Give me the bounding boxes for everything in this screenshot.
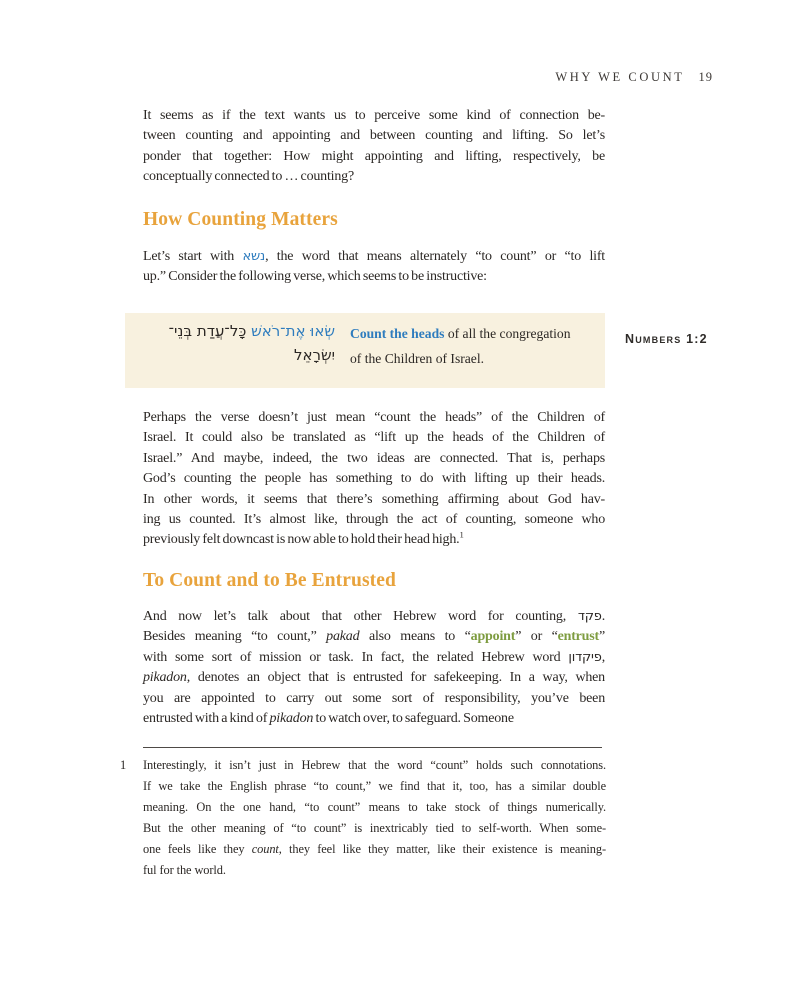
hebrew-phrase-count-the-heads: שְׂאוּ אֶת־רֹאשׁ — [251, 322, 335, 340]
text-line: But the other meaning of “to count” is inextricably tied to self-worth. When some- — [143, 821, 606, 835]
text-line: up.” Consider the following verse, which seems to be instructive: — [143, 269, 487, 285]
text-line: Interestingly, it isn’t just in Hebrew that the word “count” holds such connotations. — [143, 758, 606, 772]
text-line: ponder that together: How might appointing and lifting, respectively, be — [143, 148, 605, 164]
text-line: Besides meaning “to count,” pakad also means to “appoint” or “entrust” — [143, 629, 605, 645]
keyword-entrust: entrust — [557, 629, 599, 645]
hebrew-phrase-congregation: כָּל־עֲדַת בְּנֵי־ — [168, 322, 252, 340]
transliteration-pakad: pakad — [326, 629, 360, 645]
text-line: conceptually connected to … counting? — [143, 169, 354, 185]
text-line: meaning. On the one hand, “to count” means to take stock of things numerically. — [143, 800, 606, 814]
highlighted-phrase: Count the heads — [350, 326, 445, 341]
text-line: entrusted with a kind of pikadon to watch over, to safeguard. Someone — [143, 711, 514, 727]
intro-paragraph — [143, 106, 605, 188]
text-line: of the Children of Israel. — [350, 351, 485, 366]
text-line: previously felt downcast is now able to hold their head high.$^1$ — [143, 529, 464, 548]
hebrew-word-pikadon: פיקדון — [568, 649, 602, 665]
verse-hebrew-text — [145, 319, 335, 367]
text-line: you are appointed to carry out some sort of responsibility, you’ve been — [143, 690, 605, 706]
verse-translation-text — [350, 321, 605, 371]
keyword-appoint: appoint — [470, 629, 516, 645]
text-line: In other words, it seems that there’s something affirming about God hav- — [143, 491, 605, 507]
text-line: one feels like they count, they feel like they matter, like their existence is meaning- — [143, 842, 606, 856]
hebrew-word-nasa: נשא — [242, 249, 266, 264]
emphasized-word-count: count — [251, 842, 279, 856]
section-heading-to-count-and-to-be-entrusted: To Count and to Be Entrusted — [143, 570, 396, 591]
text-line: Count the heads of all the congregation — [350, 326, 571, 341]
text-line: with some sort of mission or task. In fact, the related Hebrew word פיקדון, — [143, 649, 605, 665]
text-line: Israel. It could also be translated as “lift up the heads of the Children of — [143, 430, 605, 446]
page-number: 19 — [698, 70, 713, 84]
transliteration-pikadon: pikadon — [269, 711, 314, 727]
footnote-divider-rule — [143, 747, 602, 748]
footnote-number: 1 — [120, 758, 127, 772]
text-line: Israel.” And maybe, indeed, the two ideas are connected. That is, perhaps — [143, 450, 605, 466]
running-head-title: WHY WE COUNT — [555, 70, 685, 84]
text-line — [145, 319, 335, 343]
running-head — [555, 70, 713, 85]
verse-reference-margin-note: Numbers 1:2 — [625, 332, 708, 346]
text-line: If we take the English phrase “to count,” we find that it, too, has a similar double — [143, 779, 606, 793]
text-line: pikadon, denotes an object that is entrusted for safekeeping. In a way, when — [143, 670, 605, 686]
section-heading-how-counting-matters: How Counting Matters — [143, 209, 338, 230]
text-line: ful for the world. — [143, 863, 226, 877]
footnote-reference-1: 1 — [459, 529, 464, 540]
footnote-text — [143, 755, 606, 881]
text-line: God’s counting the people has something to do with lifting up their heads. — [143, 471, 605, 487]
verse-quote-box — [125, 313, 605, 388]
text-line: ing us counted. It’s almost like, through the act of counting, someone who — [143, 512, 605, 528]
entrusted-paragraph — [143, 607, 605, 729]
text-line: tween counting and appointing and between counting and lifting. So let’s — [143, 128, 605, 144]
lead-paragraph — [143, 247, 605, 288]
text-line: Perhaps the verse doesn’t just mean “count the heads” of the Children of — [143, 410, 605, 425]
analysis-paragraph — [143, 408, 605, 551]
hebrew-word-pakad: פקד — [577, 609, 602, 624]
text-line — [145, 343, 335, 367]
footnote — [120, 755, 606, 881]
transliteration-pikadon: pikadon — [143, 670, 187, 686]
text-line: And now let’s talk about that other Hebrew word for counting, פקד. — [143, 609, 605, 624]
text-line: Let’s start with נשא, the word that means alternately “to count” or “to lift — [143, 249, 605, 264]
hebrew-word-israel: יִשְׂרָאֵל — [293, 346, 335, 364]
text-line: It seems as if the text wants us to perceive some kind of connection be- — [143, 108, 605, 123]
